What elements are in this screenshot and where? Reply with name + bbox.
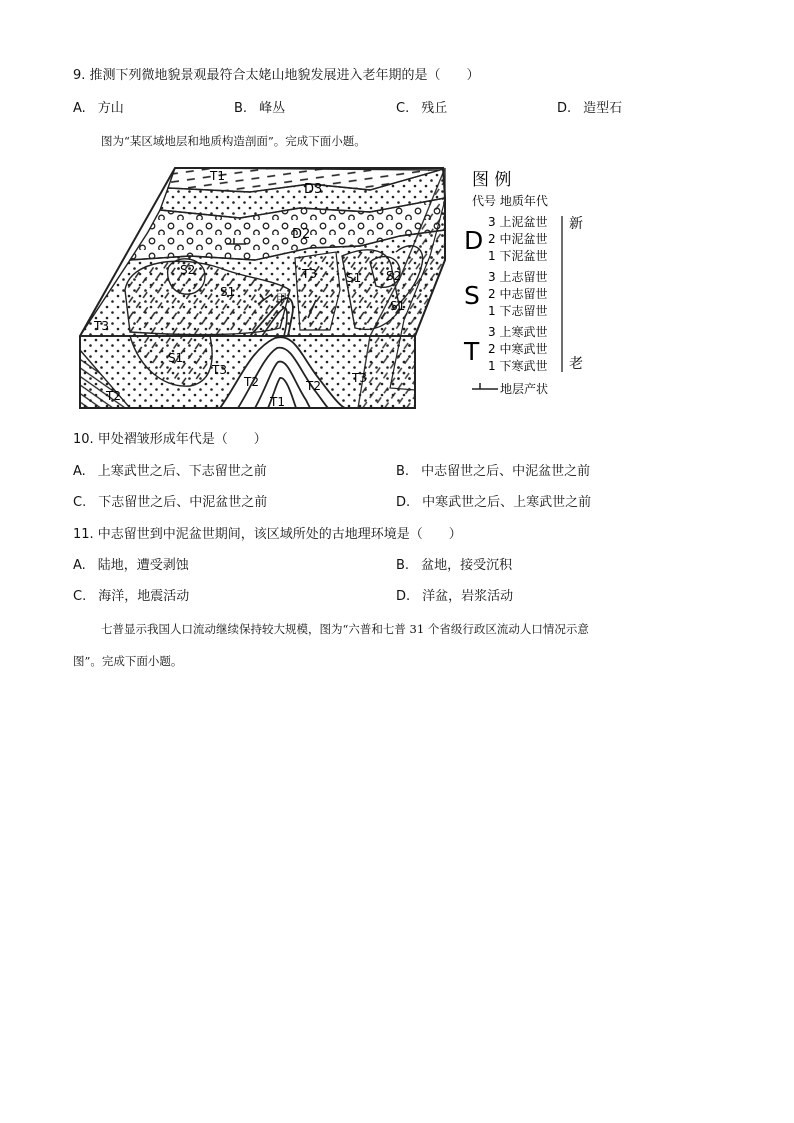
option-text: 陆地，遭受剥蚀	[97, 558, 189, 573]
label-t2-front-right: T2	[306, 379, 321, 393]
option-text: 海洋，地震活动	[98, 589, 190, 604]
label-t2-side: T2	[106, 389, 121, 403]
option-key: A.	[73, 101, 86, 116]
next-figure-intro-line2: 图”。完成下面小题。	[73, 654, 183, 668]
option-key: B.	[234, 101, 248, 116]
option-text: 残丘	[421, 101, 448, 116]
option-key: C.	[396, 101, 410, 116]
legend-d1: 1 下泥盆世	[488, 249, 548, 263]
q9-option-c[interactable]	[396, 101, 447, 117]
legend-old: 老	[569, 356, 583, 372]
q9-option-a[interactable]	[73, 101, 124, 117]
q10-option-c[interactable]	[73, 495, 267, 511]
option-text: 中寒武世之后、上寒武世之前	[422, 495, 592, 510]
option-key: D.	[557, 101, 572, 116]
q10-option-a[interactable]	[73, 464, 267, 480]
label-s1-right: S1	[390, 299, 406, 313]
label-s1-left: S1	[220, 285, 236, 299]
option-key: C.	[73, 495, 87, 510]
label-t1-top: T1	[210, 169, 225, 183]
legend-attitude-symbol	[472, 383, 498, 389]
label-d3: D3	[304, 182, 323, 197]
legend-code-d: D	[464, 226, 484, 255]
q9-stem: 9. 推测下列微地貌景观最符合太姥山地貌发展进入老年期的是（ ）	[73, 68, 480, 83]
q10-option-b[interactable]	[396, 464, 590, 480]
legend-attitude-label: 地层产状	[500, 382, 549, 396]
option-key: D.	[396, 495, 411, 510]
geologic-section-figure	[70, 160, 590, 416]
label-s2-right: S2	[386, 269, 402, 283]
label-t3-right: T3	[352, 371, 367, 385]
option-text: 方山	[97, 101, 124, 116]
option-text: 中志留世之后、中泥盆世之前	[421, 464, 591, 479]
label-t3-left: T3	[94, 319, 109, 333]
label-s1-front: S1	[168, 351, 184, 365]
label-s1-mid: S1	[346, 271, 362, 285]
option-text: 上寒武世之后、下志留世之前	[97, 464, 267, 479]
legend-s3: 3 上志留世	[488, 270, 548, 284]
legend-header: 代号 地质年代	[472, 194, 548, 208]
legend-t1: 1 下寒武世	[488, 359, 548, 373]
figure-intro: 图为“某区域地层和地质构造剖面”。完成下面小题。	[101, 134, 366, 148]
t3-band-mid	[295, 252, 340, 330]
option-key: D.	[396, 589, 411, 604]
q11-option-a[interactable]	[73, 558, 189, 574]
option-text: 盆地，接受沉积	[421, 558, 513, 573]
q11-option-b[interactable]	[396, 558, 512, 574]
q11-stem: 11. 中志留世到中泥盆世期间，该区域所处的古地理环境是（ ）	[73, 527, 462, 542]
option-text: 峰丛	[259, 101, 286, 116]
option-text: 下志留世之后、中泥盆世之前	[98, 495, 268, 510]
option-text: 造型石	[583, 101, 623, 116]
label-s2-left: S2	[180, 263, 196, 277]
q11-option-d[interactable]	[396, 589, 513, 605]
label-t2-front: T2	[244, 375, 259, 389]
legend-t2: 2 中寒武世	[488, 342, 548, 356]
label-d2: D2	[292, 227, 311, 242]
option-key: B.	[396, 558, 410, 573]
option-key: B.	[396, 464, 410, 479]
legend-code-s: S	[464, 281, 480, 310]
q11-option-c[interactable]	[73, 589, 189, 605]
q9-option-d[interactable]	[557, 101, 622, 117]
option-key: A.	[73, 464, 86, 479]
q10-stem: 10. 甲处褶皱形成年代是（ ）	[73, 432, 267, 447]
q9-option-b[interactable]	[234, 101, 285, 117]
legend-d3: 3 上泥盆世	[488, 215, 548, 229]
label-jia: 甲	[276, 292, 287, 305]
option-text: 洋盆，岩浆活动	[422, 589, 514, 604]
legend-t3: 3 上寒武世	[488, 325, 548, 339]
option-key: C.	[73, 589, 87, 604]
label-t1-front: T1	[270, 395, 285, 409]
legend-new: 新	[569, 216, 583, 232]
legend-s1: 1 下志留世	[488, 304, 548, 318]
legend-d2: 2 中泥盆世	[488, 232, 548, 246]
option-key: A.	[73, 558, 86, 573]
legend-s2: 2 中志留世	[488, 287, 548, 301]
legend-title: 图 例	[472, 170, 512, 190]
label-t3-front: T3	[212, 363, 227, 377]
label-t3-mid: T3	[302, 267, 317, 281]
legend-code-t: T	[464, 337, 480, 366]
next-figure-intro-line1: 七普显示我国人口流动继续保持较大规模，图为“六普和七普 31 个省级行政区流动人口情况示意	[101, 622, 589, 636]
q10-option-d[interactable]	[396, 495, 591, 511]
